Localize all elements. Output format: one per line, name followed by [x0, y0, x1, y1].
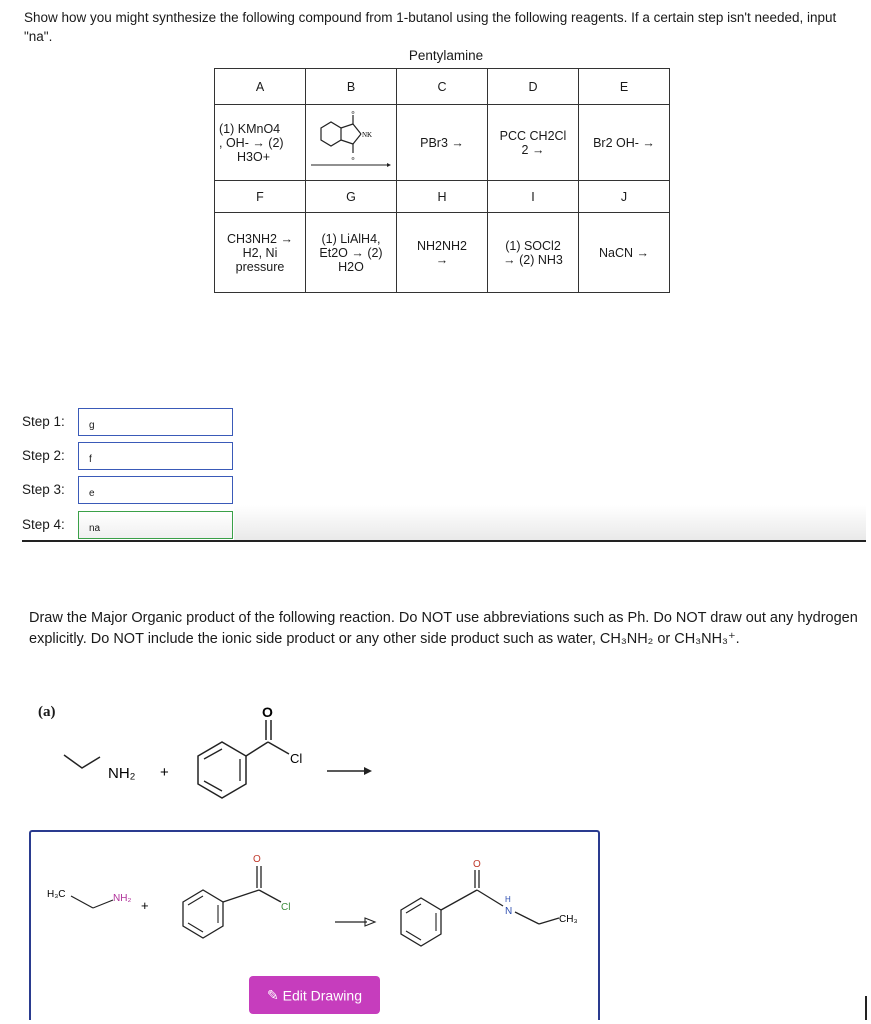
chlorine-label: Cl	[290, 751, 303, 766]
part-a-label: (a)	[38, 704, 56, 720]
step-4-input[interactable]: na	[78, 511, 233, 539]
reagent-i	[488, 213, 579, 293]
reagent-g	[306, 213, 397, 293]
svg-text:o: o	[351, 155, 355, 162]
reagent-i-line2: → (2) NH3	[503, 252, 563, 267]
drawn-amine-label: NH₂	[113, 893, 132, 904]
methyl-label: H₃C	[47, 889, 66, 900]
header-e: E	[579, 69, 670, 105]
question-2-prompt: Draw the Major Organic product of the following reaction. Do NOT use abbreviations such as Ph. Do NOT draw out any hydrogen explicitly. Do NOT include the ionic side product or any other side product such as water, CH₃NH₂ or CH₃NH₃⁺.	[29, 610, 858, 647]
drawn-structures	[31, 840, 598, 980]
step-1-input[interactable]: g	[78, 408, 233, 436]
question-1-prompt: Show how you might synthesize the following compound from 1-butanol using the following reagents. If a certain step isn't needed, input "na".	[24, 10, 837, 44]
step-4-label: Step 4:	[22, 517, 65, 532]
step-1-label: Step 1:	[22, 414, 65, 429]
step-3-input[interactable]: e	[78, 476, 233, 504]
scrollbar[interactable]	[865, 996, 867, 1020]
header-b: B	[306, 69, 397, 105]
pencil-icon: ✎	[267, 986, 283, 1003]
reagent-h	[397, 213, 488, 293]
reagent-table	[214, 68, 670, 293]
drawn-amide-n: N	[505, 906, 513, 917]
drawn-oxygen-2: O	[473, 859, 481, 870]
section-divider	[22, 540, 866, 542]
reagent-c: PBr3 →	[397, 105, 488, 181]
reagent-f-line2: H2, Ni	[242, 245, 278, 260]
reagent-g-line1: (1) LiAlH4,	[321, 231, 381, 246]
header-c: C	[397, 69, 488, 105]
step-3-label: Step 3:	[22, 482, 65, 497]
reagent-h-line1: NH2NH2	[416, 238, 467, 253]
step-2-input[interactable]: f	[78, 442, 233, 470]
step-4-row	[22, 511, 322, 541]
drawn-chlorine: Cl	[281, 902, 291, 913]
reagent-f-line1: CH3NH2 →	[227, 231, 293, 246]
phthalimide-structure	[309, 110, 393, 176]
drawn-plus-sign: +	[141, 898, 149, 913]
drawn-ch3-label: CH₃	[559, 914, 578, 925]
reagent-i-line1: (1) SOCl2	[505, 238, 561, 253]
reagent-a	[215, 105, 306, 181]
step-2-row	[22, 442, 322, 472]
section-shade	[234, 505, 866, 540]
drawn-oxygen-1: O	[253, 854, 261, 865]
reagent-b-label: NK	[362, 130, 373, 139]
reagent-d-line2: 2 →	[521, 142, 545, 157]
reagent-b	[306, 105, 397, 181]
reaction-scheme	[0, 700, 871, 830]
reagent-f	[215, 213, 306, 293]
target-compound: Pentylamine	[408, 48, 484, 63]
svg-text:o: o	[351, 109, 355, 116]
reagent-f-line3: pressure	[235, 259, 285, 274]
reagent-g-line2: Et2O → (2)	[319, 245, 383, 260]
header-i: I	[488, 181, 579, 213]
reagent-e: Br2 OH- →	[579, 105, 670, 181]
step-2-label: Step 2:	[22, 448, 65, 463]
drawn-amide-h: H	[505, 895, 511, 904]
reagent-j: NaCN →	[579, 213, 670, 293]
benzene-ring	[198, 742, 246, 798]
header-g: G	[306, 181, 397, 213]
amine-label: NH₂	[108, 765, 136, 782]
ethyl-chain	[64, 755, 100, 768]
carbonyl-oxygen: O	[262, 704, 273, 720]
drawn-benzene-1	[183, 890, 223, 938]
reagent-a-line2: , OH- → (2)	[219, 135, 284, 150]
header-d: D	[488, 69, 579, 105]
drawn-benzene-2	[401, 898, 441, 946]
header-h: H	[397, 181, 488, 213]
reagent-h-line2: →	[435, 252, 449, 267]
reagent-d	[488, 105, 579, 181]
header-f: F	[215, 181, 306, 213]
reagent-a-line1: (1) KMnO4	[219, 121, 281, 136]
step-1-row	[22, 408, 322, 438]
edit-drawing-button[interactable]	[249, 976, 380, 1014]
step-3-row	[22, 476, 322, 506]
edit-drawing-label: Edit Drawing	[282, 987, 362, 1004]
reagent-d-line1: PCC CH2Cl	[499, 128, 567, 143]
reagent-g-line3: H2O	[338, 259, 364, 274]
header-a: A	[215, 69, 306, 105]
header-j: J	[579, 181, 670, 213]
reagent-a-line3: H3O+	[237, 149, 271, 164]
plus-sign: +	[160, 764, 169, 781]
